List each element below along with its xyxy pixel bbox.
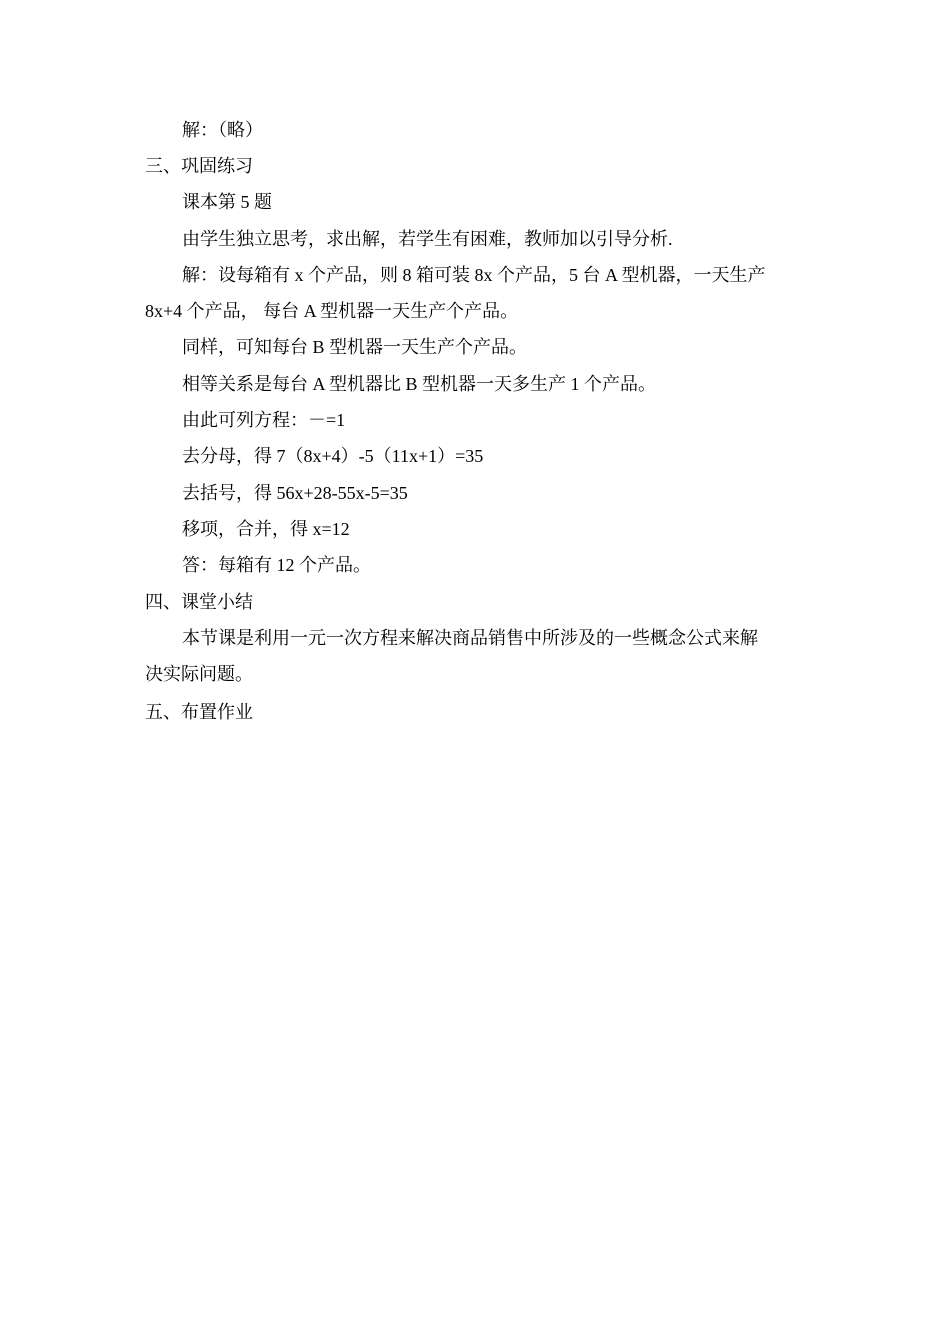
solution-omitted-line: 解：（略）: [182, 120, 263, 140]
solution-line-2: 同样，可知每台 B 型机器一天生产个产品。: [182, 337, 528, 357]
equation-line: 由此可列方程：－=1: [182, 410, 346, 430]
section-heading-summary: 四、课堂小结: [145, 592, 253, 612]
section-heading-homework: 五、布置作业: [145, 702, 253, 722]
textbook-exercise-line: 课本第 5 题: [182, 192, 272, 212]
summary-line-1: 本节课是利用一元一次方程来解决商品销售中所涉及的一些概念公式来解: [182, 628, 758, 648]
equality-relation-line: 相等关系是每台 A 型机器比 B 型机器一天多生产 1 个产品。: [182, 374, 657, 394]
combine-terms-line: 移项，合并，得 x=12: [182, 519, 350, 539]
answer-line: 答：每箱有 12 个产品。: [182, 555, 371, 575]
solution-line-1-continued: 8x+4 个产品， 每台 A 型机器一天生产个产品。: [145, 301, 519, 321]
section-heading-practice: 三、巩固练习: [145, 156, 253, 176]
expand-brackets-line: 去括号，得 56x+28-55x-5=35: [182, 483, 408, 503]
summary-line-2: 决实际问题。: [145, 664, 253, 684]
instruction-line: 由学生独立思考，求出解，若学生有困难，教师加以引导分析.: [182, 229, 673, 249]
solution-line-1: 解：设每箱有 x 个产品，则 8 箱可装 8x 个产品，5 台 A 型机器，一天生产: [182, 265, 766, 285]
clear-denominator-line: 去分母，得 7（8x+4）-5（11x+1）=35: [182, 446, 484, 466]
